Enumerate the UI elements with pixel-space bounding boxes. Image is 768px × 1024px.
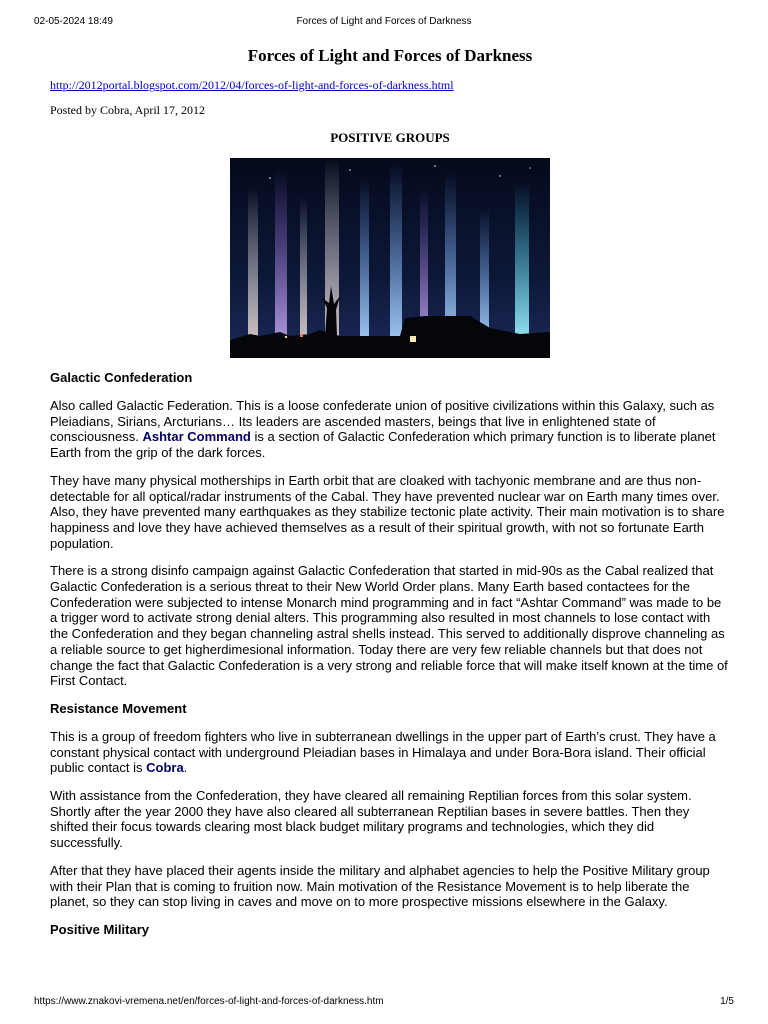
resistance-p1-text-a: This is a group of freedom fighters who live in subterranean dwellings in the upper part of Earth’s crust. They have a constant physical contact with underground Pleiadian bases in Himalaya and under Bora-Bora island. Their official public contact is: [50, 728, 716, 776]
posted-by: Posted by Cobra, April 17, 2012: [50, 103, 205, 117]
resistance-p1-text-b: .: [183, 760, 188, 776]
print-title: Forces of Light and Forces of Darkness: [296, 16, 472, 27]
galactic-p1-text-b: is a section of Galactic Confederation which primary function is to liberate planet Earth from the grip of the dark forces.: [50, 429, 716, 461]
ashtar-command-link[interactable]: Ashtar Command: [142, 429, 251, 445]
section-heading-galactic-confederation: Galactic Confederation: [50, 370, 193, 385]
cobra-link[interactable]: Cobra: [146, 760, 184, 776]
section-heading-resistance-movement: Resistance Movement: [50, 700, 187, 716]
resistance-paragraph-3: After that they have placed their agents inside the military and alphabet agencies to help the Positive Military group with their Plan that is coming to fruition now. Main motivation of the Resistance Movement is to help liberate the planet, so they can stop living in caves and move on to more prospective missions elsewhere in the Galaxy.: [50, 862, 710, 910]
article-title: Forces of Light and Forces of Darkness: [247, 46, 533, 65]
galactic-p1-text-a: Also called Galactic Federation. This is a loose confederate union of positive civilizations within this Galaxy, such as Pleiadians, Sirians, Arcturians… Its leaders are ascended masters, beings that live in enlightened state of consciousness.: [50, 398, 715, 445]
page-number: 1/5: [720, 996, 734, 1007]
section-heading-positive-military: Positive Military: [50, 921, 149, 937]
galactic-paragraph-3: There is a strong disinfo campaign against Galactic Confederation that started in mid-90s as the Cabal realized that Galactic Confederation is a serious threat to their New World Order plans. Many Earth based contactees for the Confederation were subjected to intense Monarch mind programming and in fact “Ashtar Command” was made to be a trigger word to activate strong denial alters. This programming also resulted in most channels to lose contact with the Confederation and they began channeling astral shells instead. This served to additionally disprove channeling as a reliable source to get higherdimesional information. Today there are very few reliable channels but that does not change the fact that Galactic Confederation is a very strong and reliable force that will make itself known at the time of First Contact.: [50, 563, 728, 689]
resistance-paragraph-2: With assistance from the Confederation, they have cleared all remaining Reptilian forces from this solar system. Shortly after the year 2000 they have also cleared all subterranean Reptilian bases in severe battles. Then they shifted their focus towards clearing most black budget military programs and technologies, which they did successfully.: [50, 788, 692, 851]
print-header: [0, 16, 768, 30]
light-pillars-photo: [230, 158, 550, 358]
galactic-paragraph-2: They have many physical motherships in Earth orbit that are cloaked with tachyonic membrane and are thus non-detectable for all optical/radar instruments of the Cabal. They have prevented nuclear war on Earth many times over. Also, they have prevented many earthquakes as they stabilize tectonic plate activity. Their main motivation is to share happiness and love they have achieved themselves as a result of their spiritual growth, with not so fortunate Earth population.: [50, 472, 725, 551]
print-footer: [0, 996, 768, 1010]
resistance-paragraph-1: [50, 729, 730, 776]
footer-url: https://www.znakovi-vremena.net/en/forces-of-light-and-forces-of-darkness.htm: [34, 996, 384, 1007]
print-datetime: 02-05-2024 18:49: [34, 16, 113, 27]
source-link[interactable]: http://2012portal.blogspot.com/2012/04/forces-of-light-and-forces-of-darkness.html: [50, 78, 454, 92]
galactic-paragraph-1: [50, 398, 730, 461]
article: [50, 46, 730, 950]
group-heading: POSITIVE GROUPS: [330, 130, 450, 145]
